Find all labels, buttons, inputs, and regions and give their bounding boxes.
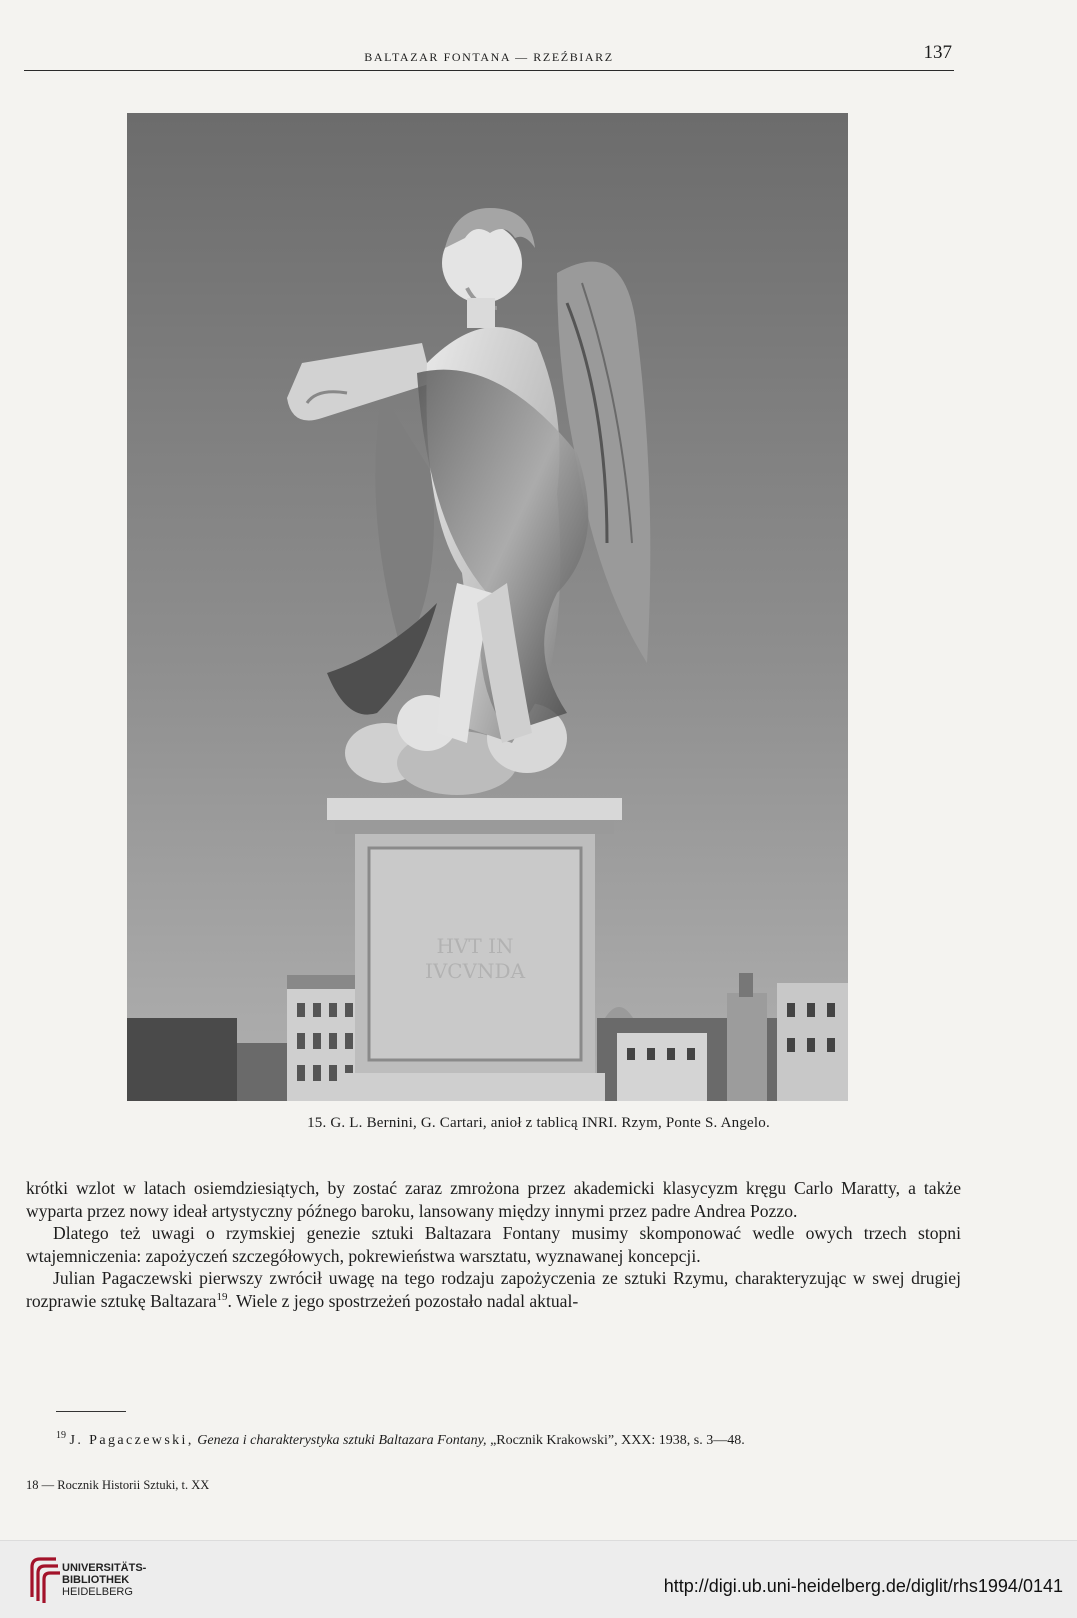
signature-line: 18 — Rocznik Historii Sztuki, t. XX bbox=[26, 1478, 210, 1492]
library-footer-bar bbox=[0, 1540, 1077, 1618]
paragraph-text: Julian Pagaczewski pierwszy zwrócił uwagę na tego rodzaju zapożyczenia ze sztuki Rzymu, charakteryzując w swej drugiej rozprawie sztukę Baltazara bbox=[26, 1268, 961, 1311]
statue-illustration bbox=[127, 113, 848, 1101]
permalink-url[interactable]: http://digi.ub.uni-heidelberg.de/diglit/rhs1994/0141 bbox=[663, 1576, 1063, 1596]
paragraph bbox=[26, 1267, 961, 1312]
paragraph: Dlatego też uwagi o rzymskiej genezie sztuki Baltazara Fontany musimy skomponować wedle owych trzech stopni wtajemniczenia: zapożyczeń szczegółowych, pokrewieństwa warsztatu, wyznawanej koncepcji. bbox=[26, 1223, 961, 1266]
running-head-title: BALTAZAR FONTANA — RZEŹBIARZ bbox=[364, 50, 614, 64]
footnote-rule bbox=[56, 1411, 126, 1412]
running-head bbox=[24, 40, 954, 71]
footnote bbox=[56, 1430, 956, 1449]
svg-text:IVCVNDA: IVCVNDA bbox=[424, 959, 526, 983]
svg-text:HVT IN: HVT IN bbox=[436, 934, 514, 958]
angel-statue-photograph bbox=[127, 113, 848, 1101]
library-name-line: HEIDELBERG bbox=[62, 1586, 133, 1598]
library-logo-icon bbox=[26, 1553, 64, 1605]
footnote-author: J. Pagaczewski, bbox=[69, 1433, 194, 1448]
library-name-line: UNIVERSITÄTS- bbox=[62, 1562, 147, 1574]
footnote-title: Geneza i charakterystyka sztuki Baltazara Fontany, bbox=[197, 1433, 487, 1448]
footnote-number: 19 bbox=[56, 1430, 66, 1441]
library-name-line: BIBLIOTHEK bbox=[62, 1574, 130, 1586]
paragraph: krótki wzlot w latach osiemdziesiątych, by zostać zaraz zmrożona przez akademicki klasycyzm kręgu Carlo Maratty, a także wyparta przez nowy ideał artystyczny późnego baroku, lansowany między innymi przez padre Andrea Pozzo. bbox=[26, 1178, 961, 1221]
paragraph-text: . Wiele z jego spostrzeżeń pozostało nadal aktual- bbox=[227, 1290, 579, 1311]
page-number: 137 bbox=[923, 42, 952, 63]
library-name bbox=[62, 1562, 146, 1598]
footnote-source: „Rocznik Krakowski”, XXX: 1938, s. 3—48. bbox=[490, 1433, 745, 1448]
footnote-reference[interactable]: 19 bbox=[216, 1290, 228, 1303]
figure-caption: 15. G. L. Bernini, G. Cartari, anioł z tablicą INRI. Rzym, Ponte S. Angelo. bbox=[307, 1115, 770, 1131]
body-text bbox=[26, 1177, 961, 1312]
